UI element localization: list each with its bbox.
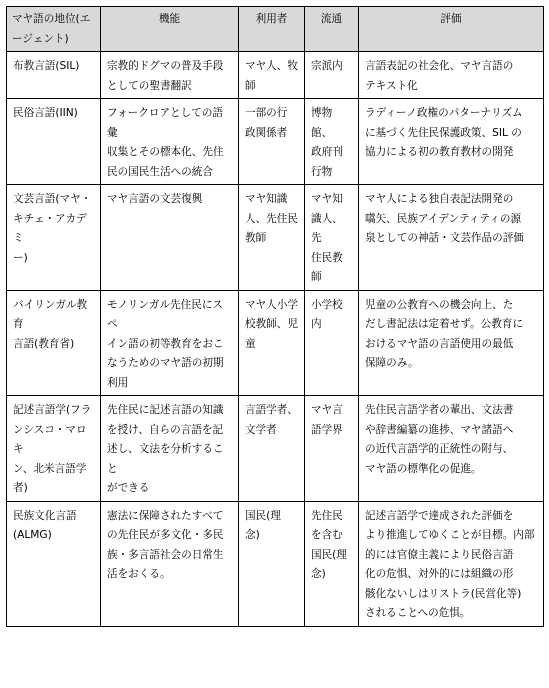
- table-cell-circulation: 小学校 内: [305, 290, 359, 396]
- table-cell-evaluation: ラディーノ政権のパターナリズム に基づく先住民保護政策、SIL の 協力による初の教育教材の開発: [359, 99, 544, 185]
- table-row: [7, 99, 544, 185]
- table-cell-function: フォークロアとしての語彙 収集とその標本化、先住 民の国民生活への統合: [101, 99, 239, 185]
- table-cell-users: 一部の行 政関係者: [239, 99, 305, 185]
- table-cell-users: マヤ人小学 校教師、児 童: [239, 290, 305, 396]
- table-cell-circulation: マヤ言 語学界: [305, 396, 359, 502]
- table-cell-evaluation: 児童の公教育への機会向上、た だし書記法は定着せず。公教育に おけるマヤ語の言語使用の最低 保障のみ。: [359, 290, 544, 396]
- table-cell-circulation: 宗派内: [305, 52, 359, 99]
- maya-language-status-table: [6, 6, 544, 627]
- table-cell-language-status: 文芸言語(マヤ・ キチェ・アカデミ ー): [7, 185, 101, 291]
- table-cell-circulation: マヤ知 識人、先 住民教 師: [305, 185, 359, 291]
- table-cell-circulation: 博物館、 政府刊 行物: [305, 99, 359, 185]
- table-body: [7, 52, 544, 627]
- table-cell-users: マヤ人、牧 師: [239, 52, 305, 99]
- table-cell-users: 国民(理 念): [239, 501, 305, 626]
- table-row: [7, 501, 544, 626]
- column-header-language-status: マヤ語の地位(エ ージェント): [7, 7, 101, 52]
- column-header-users: 利用者: [239, 7, 305, 52]
- table-cell-evaluation: 先住民言語学者の輩出、文法書 や辞書編纂の進捗、マヤ諸語へ の近代言語学的正統性の附与、 マヤ語の標準化の促進。: [359, 396, 544, 502]
- table-cell-function: モノリンガル先住民にスペ イン語の初等教育をおこ なうためのマヤ語の初期 利用: [101, 290, 239, 396]
- table-cell-function: 先住民に記述言語の知識 を授け、自らの言語を記 述し、文法を分析すること ができる: [101, 396, 239, 502]
- table-row: [7, 396, 544, 502]
- table-row: [7, 185, 544, 291]
- table-cell-users: マヤ知識 人、先住民 教師: [239, 185, 305, 291]
- column-header-evaluation: 評価: [359, 7, 544, 52]
- table-cell-language-status: 民族文化言語 (ALMG): [7, 501, 101, 626]
- table-cell-language-status: 民俗言語(IIN): [7, 99, 101, 185]
- table-cell-function: マヤ言語の文芸復興: [101, 185, 239, 291]
- table-cell-language-status: 記述言語学(フラ ンシスコ・マロキ ン、北米言語学 者): [7, 396, 101, 502]
- table-cell-users: 言語学者、 文学者: [239, 396, 305, 502]
- table-cell-language-status: バイリンガル教育 言語(教育省): [7, 290, 101, 396]
- table-row: [7, 52, 544, 99]
- table-row: [7, 290, 544, 396]
- table-cell-function: 憲法に保障されたすべて の先住民が多文化・多民 族・多言語社会の日常生 活をおくる。: [101, 501, 239, 626]
- header-row: [7, 7, 544, 52]
- table-cell-evaluation: 記述言語学で達成された評価を より推進してゆくことが目標。内部 的には官僚主義により民俗言語 化の危惧、対外的には組織の形 骸化ないしはリストラ(民営化等) されることへの危惧。: [359, 501, 544, 626]
- table-cell-language-status: 布教言語(SIL): [7, 52, 101, 99]
- table-cell-evaluation: マヤ人による独自表記法開発の 嚆矢、民族アイデンティティの源 泉としての神話・文芸作品の評価: [359, 185, 544, 291]
- table-cell-circulation: 先住民 を含む 国民(理 念): [305, 501, 359, 626]
- table-cell-function: 宗教的ドグマの普及手段 としての聖書翻訳: [101, 52, 239, 99]
- table-cell-evaluation: 言語表記の社会化、マヤ言語の テキスト化: [359, 52, 544, 99]
- column-header-function: 機能: [101, 7, 239, 52]
- column-header-circulation: 流通: [305, 7, 359, 52]
